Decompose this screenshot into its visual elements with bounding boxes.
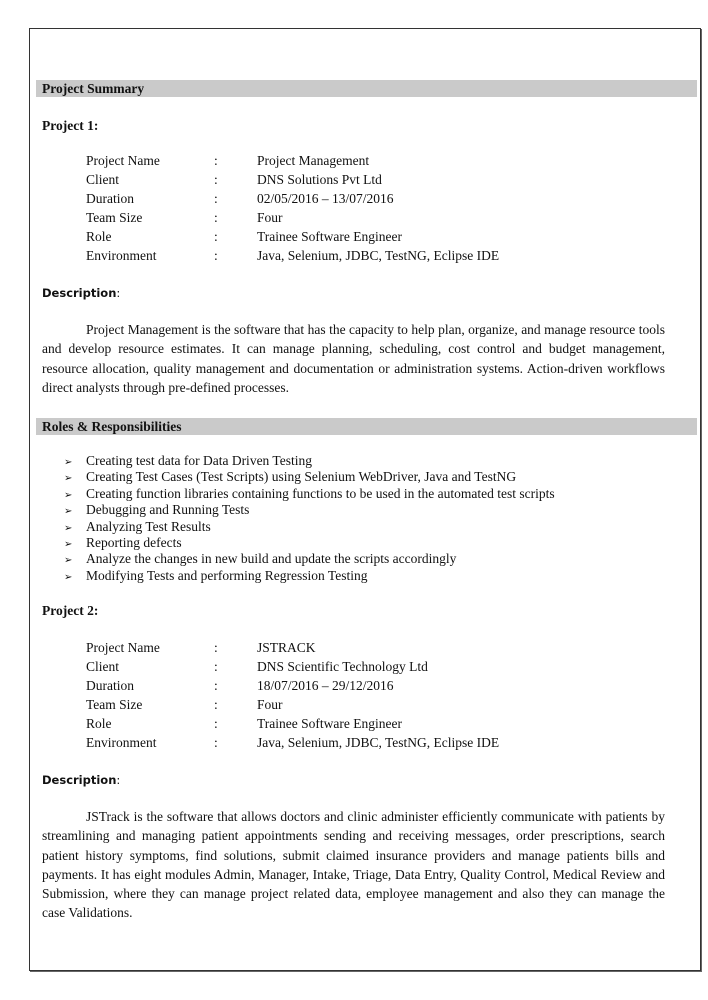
arrow-bullet-icon: ➢ [64, 538, 73, 550]
section-heading-roles: Roles & Responsibilities [36, 418, 697, 435]
field-label: Duration [86, 191, 134, 206]
field-label: Project Name [86, 640, 160, 655]
field-label: Project Name [86, 153, 160, 168]
arrow-bullet-icon: ➢ [64, 522, 73, 534]
field-separator: : [214, 191, 218, 206]
field-label: Client [86, 172, 119, 187]
role-text: Modifying Tests and performing Regression Testing [86, 567, 368, 583]
field-separator: : [214, 678, 218, 693]
arrow-bullet-icon: ➢ [64, 506, 73, 518]
description-colon: : [116, 286, 121, 300]
project-2-description-label [42, 773, 120, 787]
field-separator: : [214, 659, 218, 674]
field-value: Project Management [257, 153, 370, 168]
role-item [64, 568, 555, 584]
roles-list [64, 453, 555, 584]
role-item [64, 486, 555, 502]
field-separator: : [214, 210, 218, 225]
field-separator: : [214, 697, 218, 712]
section-heading-project-summary: Project Summary [36, 80, 697, 97]
role-item [64, 453, 555, 469]
field-label: Team Size [86, 697, 143, 712]
field-value: Four [257, 697, 283, 712]
field-value: DNS Scientific Technology Ltd [257, 659, 428, 674]
role-item [64, 519, 555, 535]
role-item [64, 502, 555, 518]
project-1-title: Project 1: [42, 118, 99, 133]
field-value: JSTRACK [257, 640, 316, 655]
field-value: 02/05/2016 – 13/07/2016 [257, 191, 394, 206]
role-text: Analyzing Test Results [86, 518, 211, 534]
field-value: Trainee Software Engineer [257, 716, 402, 731]
field-separator: : [214, 716, 218, 731]
field-value: 18/07/2016 – 29/12/2016 [257, 678, 394, 693]
field-label: Duration [86, 678, 134, 693]
field-value: Trainee Software Engineer [257, 229, 402, 244]
role-text: Creating function libraries containing functions to be used in the automated test scripts [86, 485, 555, 501]
field-value: DNS Solutions Pvt Ltd [257, 172, 382, 187]
field-label: Environment [86, 735, 157, 750]
field-separator: : [214, 735, 218, 750]
field-value: Four [257, 210, 283, 225]
field-separator: : [214, 248, 218, 263]
project-1-description: Project Management is the software that has the capacity to help plan, organize, and manage resource tools and develop resource estimates. It can manage planning, scheduling, cost control and budget management, resource allocation, quality management and documentation or administration systems. Action-driven workflows direct analysts through pre-defined processes. [42, 322, 665, 395]
project-2-description: JSTrack is the software that allows doctors and clinic administer efficiently communicate with patients by streamlining and managing patient appointments sending and receiving messages, order prescriptions, search patient history symptoms, find solutions, submit claimed insurance providers and manage patients bills and payments. It has eight modules Admin, Manager, Intake, Triage, Data Entry, Quality Control, Medical Review and Submission, where they can manage project related data, employee management and also they can manage the case Validations. [42, 809, 665, 921]
field-label: Client [86, 659, 119, 674]
field-value: Java, Selenium, JDBC, TestNG, Eclipse IDE [257, 248, 500, 263]
field-separator: : [214, 229, 218, 244]
role-item [64, 469, 555, 485]
field-label: Team Size [86, 210, 143, 225]
description-label: Description [42, 286, 117, 300]
field-separator: : [214, 153, 218, 168]
arrow-bullet-icon: ➢ [64, 457, 73, 468]
description-label: Description [42, 773, 117, 787]
arrow-bullet-icon: ➢ [64, 571, 73, 583]
role-text: Creating Test Cases (Test Scripts) using Selenium WebDriver, Java and TestNG [86, 469, 517, 485]
field-label: Role [86, 716, 112, 731]
role-text: Reporting defects [86, 534, 182, 550]
arrow-bullet-icon: ➢ [64, 489, 73, 501]
project-2-title: Project 2: [42, 603, 99, 618]
field-label: Role [86, 229, 112, 244]
description-colon: : [116, 773, 121, 787]
role-item [64, 535, 555, 551]
arrow-bullet-icon: ➢ [64, 555, 73, 567]
field-value: Java, Selenium, JDBC, TestNG, Eclipse IDE [257, 735, 500, 750]
arrow-bullet-icon: ➢ [64, 473, 73, 485]
role-text: Analyze the changes in new build and update the scripts accordingly [86, 551, 457, 567]
role-text: Debugging and Running Tests [86, 502, 250, 518]
role-item [64, 551, 555, 567]
field-separator: : [214, 172, 218, 187]
field-label: Environment [86, 248, 157, 263]
project-1-description-label [42, 286, 120, 300]
role-text: Creating test data for Data Driven Testing [86, 453, 312, 468]
field-separator: : [214, 640, 218, 655]
